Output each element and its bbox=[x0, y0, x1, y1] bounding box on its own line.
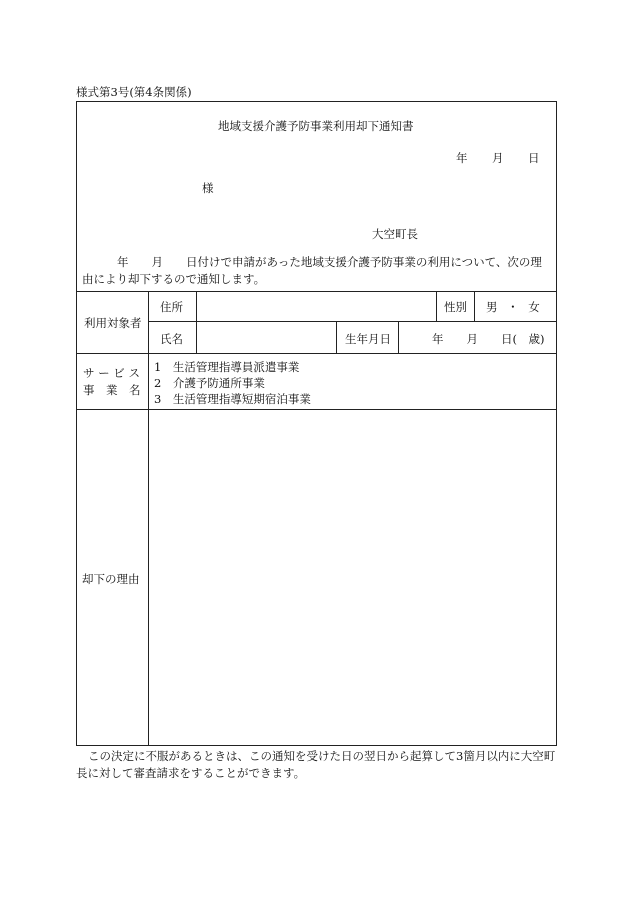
target-person-label: 利用対象者 bbox=[84, 316, 142, 330]
gender-label: 性別 bbox=[444, 300, 467, 314]
name-field[interactable] bbox=[200, 325, 332, 349]
document-title: 地域支援介護予防事業利用却下通知書 bbox=[218, 119, 414, 133]
reason-field[interactable] bbox=[152, 413, 552, 741]
col-divider-birth-label bbox=[336, 321, 337, 353]
service-label-line1: サ ー ビ ス bbox=[83, 366, 140, 380]
service-item: 2 介護予防通所事業 bbox=[154, 376, 265, 390]
gender-value: 男 ・ 女 bbox=[486, 300, 540, 314]
birthdate-value: 年 月 日( 歳) bbox=[432, 332, 545, 346]
intro-paragraph: 年 月 日付けで申請があった地域支援介護予防事業の利用について、次の理由により却下するので通知します。 bbox=[82, 255, 542, 286]
form-number: 様式第3号(第4条関係) bbox=[76, 85, 192, 99]
issuer-name: 大空町長 bbox=[372, 227, 418, 241]
date-day: 日 bbox=[528, 151, 540, 165]
date-year: 年 bbox=[456, 151, 468, 165]
reason-label: 却下の理由 bbox=[82, 572, 140, 586]
col-divider-birth-value bbox=[398, 321, 399, 353]
birthdate-label: 生年月日 bbox=[345, 332, 391, 346]
addressee-suffix: 様 bbox=[202, 181, 214, 195]
address-label: 住所 bbox=[160, 300, 183, 314]
service-label-line2: 事 業 名 bbox=[83, 383, 141, 397]
service-item: 1 生活管理指導員派遣事業 bbox=[154, 360, 300, 374]
name-label: 氏名 bbox=[160, 332, 183, 346]
col-divider-label bbox=[148, 291, 149, 746]
service-item: 3 生活管理指導短期宿泊事業 bbox=[154, 392, 311, 406]
row-divider-address bbox=[148, 321, 557, 322]
col-divider-gender-label bbox=[436, 291, 437, 321]
appeal-notice: この決定に不服があるときは、この通知を受けた日の翌日から起算して3箇月以内に大空町長に対して審査請求をすることができます。 bbox=[76, 749, 556, 780]
date-month: 月 bbox=[492, 151, 504, 165]
col-divider-field-label bbox=[196, 291, 197, 353]
col-divider-gender-value bbox=[474, 291, 475, 321]
address-field[interactable] bbox=[200, 294, 432, 318]
